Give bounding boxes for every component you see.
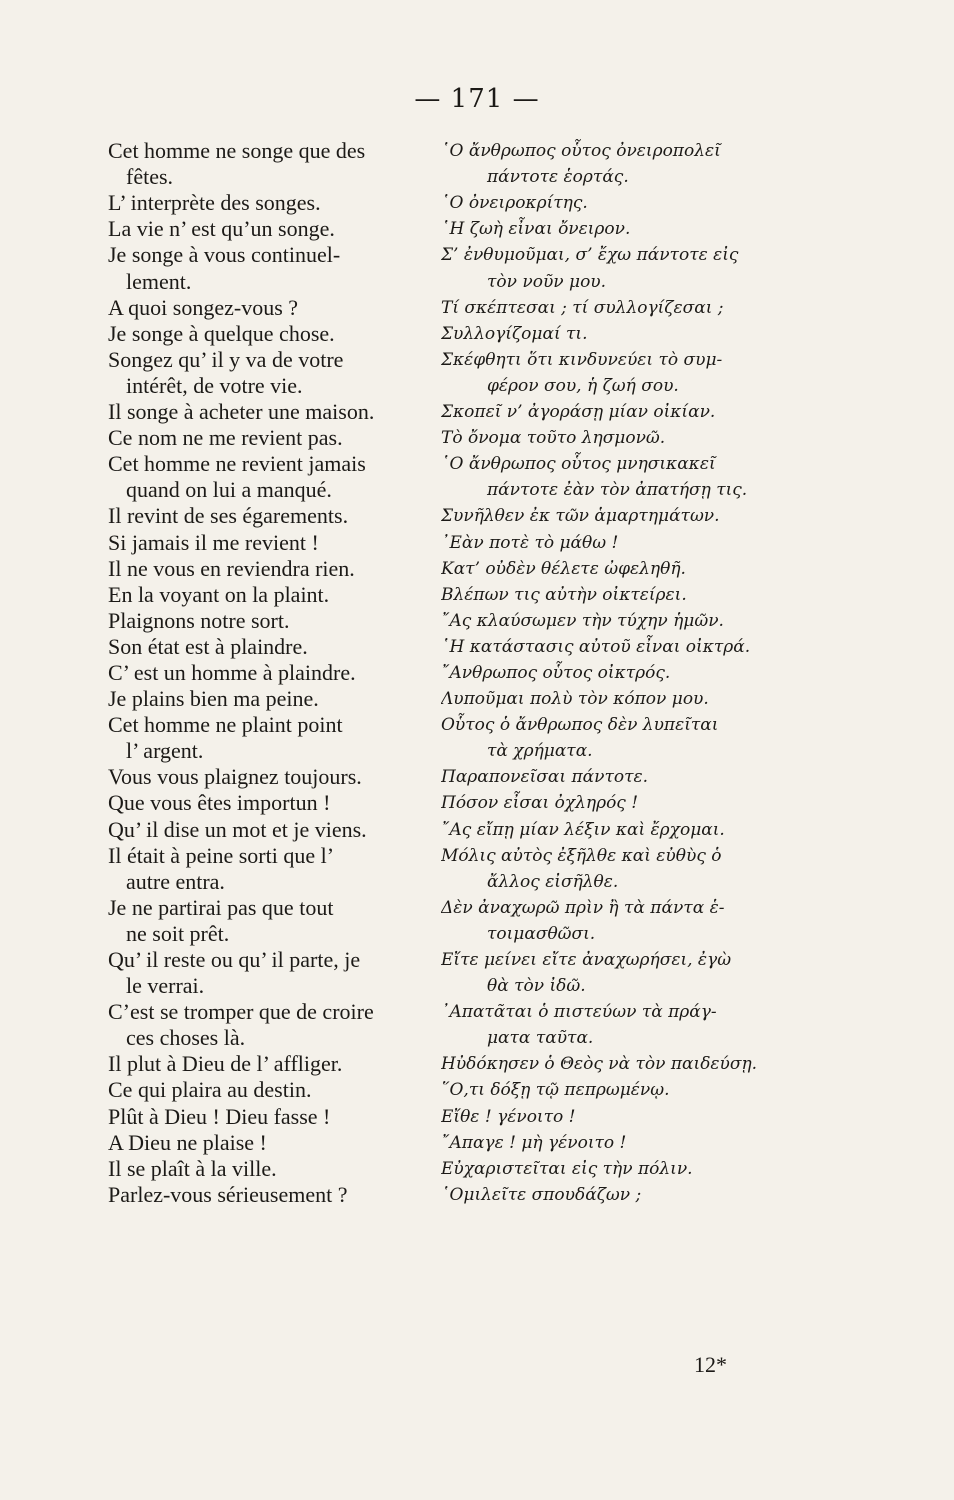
- phrase-row: [108, 973, 798, 999]
- french-phrase: En la voyant on la plaint.: [108, 581, 330, 607]
- french-phrase: l’ argent.: [126, 738, 204, 764]
- french-phrase: C’est se tromper que de croire: [108, 999, 374, 1025]
- french-phrase: lement.: [126, 268, 192, 294]
- greek-phrase: ῎Απαγε ! μὴ γένοιτο !: [441, 1132, 627, 1153]
- greek-phrase: Εἴτε μείνει εἴτε ἀναχωρήσει, ἐγὼ: [441, 950, 732, 970]
- phrase-row: [108, 1130, 798, 1156]
- french-phrase: A quoi songez-vous ?: [108, 294, 299, 320]
- phrase-row: [108, 399, 798, 425]
- french-phrase: Il était à peine sorti que l’: [108, 842, 335, 868]
- french-phrase: C’ est un homme à plaindre.: [108, 659, 356, 685]
- phrase-row: [108, 608, 798, 634]
- greek-phrase: Κατ’ οὐδὲν θέλετε ὠφεληθῆ.: [441, 558, 686, 579]
- phrase-row: [108, 556, 798, 582]
- phrase-row: [108, 190, 798, 216]
- page-number: — 171 —: [414, 84, 540, 114]
- greek-phrase: ῾Ο ὀνειροκρίτης.: [441, 193, 588, 214]
- greek-phrase: ῾Ομιλεῖτε σπουδάζων ;: [441, 1184, 642, 1205]
- printer-signature: 12*: [694, 1352, 727, 1377]
- greek-phrase: ῎Ανθρωπος οὗτος οἰκτρός.: [441, 662, 671, 683]
- greek-phrase: θὰ τὸν ἰδῶ.: [487, 976, 586, 997]
- greek-phrase: Σ’ ἐνθυμοῦμαι, σ’ ἔχω πάντοτε εἰς: [441, 245, 739, 266]
- greek-phrase: Σκέφθητι ὅτι κινδυνεύει τὸ συμ-: [441, 349, 723, 370]
- french-phrase: Plaignons notre sort.: [108, 607, 290, 633]
- phrase-row: [108, 816, 798, 842]
- greek-phrase: Μόλις αὐτὸς ἐξῆλθε καὶ εὐθὺς ὁ: [441, 845, 722, 866]
- phrase-row: [108, 1025, 798, 1051]
- greek-phrase: ῎Ας εἴπῃ μίαν λέξιν καὶ ἔρχομαι.: [441, 819, 725, 840]
- greek-phrase: ᾿Απατᾶται ὁ πιστεύων τὰ πράγ-: [441, 1002, 717, 1023]
- greek-phrase: πάντοτε ἑορτάς.: [487, 167, 629, 188]
- phrase-row: [108, 268, 798, 294]
- greek-phrase: ῾Ο ἄνθρωπος οὗτος μνησικακεῖ: [441, 454, 716, 475]
- greek-phrase: Δὲν ἀναχωρῶ πρὶν ἢ τὰ πάντα ἑ-: [441, 897, 725, 918]
- phrase-row: [108, 660, 798, 686]
- phrase-row: [108, 947, 798, 973]
- phrase-row: [108, 1182, 798, 1208]
- phrase-row: [108, 529, 798, 555]
- french-phrase: intérêt, de votre vie.: [126, 372, 303, 398]
- greek-phrase: Εἴθε ! γένοιτο !: [441, 1106, 576, 1127]
- phrase-row: [108, 242, 798, 268]
- phrase-row: [108, 138, 798, 164]
- phrase-row: [108, 164, 798, 190]
- phrase-row: [108, 451, 798, 477]
- french-phrase: Il se plaît à la ville.: [108, 1155, 277, 1181]
- french-phrase: Cet homme ne songe que des: [108, 138, 366, 164]
- greek-phrase: Παραπονεῖσαι πάντοτε.: [441, 767, 649, 788]
- french-phrase: le verrai.: [126, 973, 205, 999]
- french-phrase: Vous vous plaignez toujours.: [108, 764, 362, 790]
- phrase-row: [108, 582, 798, 608]
- greek-phrase: Οὗτος ὁ ἄνθρωπος δὲν λυπεῖται: [441, 715, 719, 736]
- greek-phrase: ματα ταῦτα.: [487, 1028, 594, 1049]
- phrase-row: [108, 321, 798, 347]
- greek-phrase: Συλλογίζομαί τι.: [441, 323, 588, 344]
- french-phrase: Je songe à quelque chose.: [108, 320, 335, 346]
- french-phrase: Il revint de ses égarements.: [108, 503, 349, 529]
- greek-phrase: Ηὐδόκησεν ὁ Θεὸς νὰ τὸν παιδεύσῃ.: [441, 1054, 758, 1075]
- french-phrase: Il plut à Dieu de l’ affliger.: [108, 1051, 343, 1077]
- greek-phrase: φέρον σου, ἡ ζωή σου.: [487, 375, 679, 396]
- french-phrase: Il songe à acheter une maison.: [108, 399, 375, 425]
- phrase-list: [108, 138, 798, 1208]
- french-phrase: Il ne vous en reviendra rien.: [108, 555, 355, 581]
- greek-phrase: Τὸ ὄνομα τοῦτο λησμονῶ.: [441, 428, 666, 449]
- phrase-row: [108, 869, 798, 895]
- phrase-row: [108, 843, 798, 869]
- phrase-row: [108, 373, 798, 399]
- phrase-row: [108, 712, 798, 738]
- greek-phrase: Εὐχαριστεῖται εἰς τὴν πόλιν.: [441, 1158, 693, 1179]
- french-phrase: Qu’ il dise un mot et je viens.: [108, 816, 367, 842]
- french-phrase: Songez qu’ il y va de votre: [108, 346, 344, 372]
- greek-phrase: Σκοπεῖ ν’ ἀγοράσῃ μίαν οἰκίαν.: [441, 402, 716, 423]
- greek-phrase: Λυποῦμαι πολὺ τὸν κόπον μου.: [441, 689, 709, 710]
- french-phrase: Plût à Dieu ! Dieu fasse !: [108, 1103, 331, 1129]
- phrase-row: [108, 216, 798, 242]
- phrase-row: [108, 764, 798, 790]
- french-phrase: A Dieu ne plaise !: [108, 1129, 267, 1155]
- greek-phrase: ῾Η κατάστασις αὐτοῦ εἶναι οἰκτρά.: [441, 636, 751, 657]
- french-phrase: ces choses là.: [126, 1025, 246, 1051]
- french-phrase: Je plains bien ma peine.: [108, 686, 319, 712]
- phrase-row: [108, 686, 798, 712]
- greek-phrase: ῞Ο,τι δόξῃ τῷ πεπρωμένῳ.: [441, 1080, 670, 1101]
- greek-phrase: τὰ χρήματα.: [487, 741, 593, 762]
- greek-phrase: Πόσον εἶσαι ὀχληρός !: [441, 793, 639, 814]
- phrase-row: [108, 790, 798, 816]
- phrase-row: [108, 738, 798, 764]
- phrase-row: [108, 477, 798, 503]
- phrase-row: [108, 295, 798, 321]
- phrase-row: [108, 1051, 798, 1077]
- french-phrase: fêtes.: [126, 164, 174, 190]
- french-phrase: Que vous êtes importun !: [108, 790, 331, 816]
- phrase-row: [108, 895, 798, 921]
- french-phrase: Qu’ il reste ou qu’ il parte, je: [108, 947, 361, 972]
- french-phrase: La vie n’ est qu’un songe.: [108, 216, 335, 242]
- phrase-row: [108, 634, 798, 660]
- french-phrase: autre entra.: [126, 868, 225, 894]
- greek-phrase: ἄλλος εἰσῆλθε.: [487, 871, 619, 892]
- french-phrase: quand on lui a manqué.: [126, 477, 332, 503]
- phrase-row: [108, 1077, 798, 1103]
- french-phrase: Je ne partirai pas que tout: [108, 894, 334, 920]
- french-phrase: Ce qui plaira au destin.: [108, 1077, 312, 1103]
- french-phrase: Cet homme ne revient jamais: [108, 451, 366, 477]
- phrase-row: [108, 425, 798, 451]
- french-phrase: Je songe à vous continuel-: [108, 242, 341, 268]
- greek-phrase: Βλέπων τις αὐτὴν οἰκτείρει.: [441, 584, 687, 605]
- french-phrase: ne soit prêt.: [126, 920, 230, 946]
- phrase-row: [108, 503, 798, 529]
- phrase-row: [108, 347, 798, 373]
- phrase-row: [108, 1156, 798, 1182]
- french-phrase: L’ interprète des songes.: [108, 190, 321, 216]
- french-phrase: Parlez-vous sérieusement ?: [108, 1181, 348, 1207]
- phrase-row: [108, 921, 798, 947]
- phrase-row: [108, 999, 798, 1025]
- greek-phrase: τὸν νοῦν μου.: [487, 271, 607, 292]
- greek-phrase: τοιμασθῶσι.: [487, 923, 596, 944]
- greek-phrase: ᾿Εὰν ποτὲ τὸ μάθω !: [441, 532, 619, 553]
- greek-phrase: Συνῆλθεν ἐκ τῶν ἁμαρτημάτων.: [441, 506, 720, 527]
- french-phrase: Ce nom ne me revient pas.: [108, 425, 343, 451]
- greek-phrase: Τί σκέπτεσαι ; τί συλλογίζεσαι ;: [441, 297, 724, 318]
- greek-phrase: ῎Ας κλαύσωμεν τὴν τύχην ἡμῶν.: [441, 610, 724, 631]
- phrase-row: [108, 1103, 798, 1129]
- greek-phrase: πάντοτε ἐὰν τὸν ἀπατήσῃ τις.: [487, 480, 748, 501]
- french-phrase: Cet homme ne plaint point: [108, 712, 343, 738]
- french-phrase: Si jamais il me revient !: [108, 529, 319, 555]
- greek-phrase: ῾Ο ἄνθρωπος οὗτος ὀνειροπολεῖ: [441, 141, 721, 162]
- greek-phrase: ῾Η ζωὴ εἶναι ὄνειρον.: [441, 219, 631, 240]
- french-phrase: Son état est à plaindre.: [108, 633, 308, 659]
